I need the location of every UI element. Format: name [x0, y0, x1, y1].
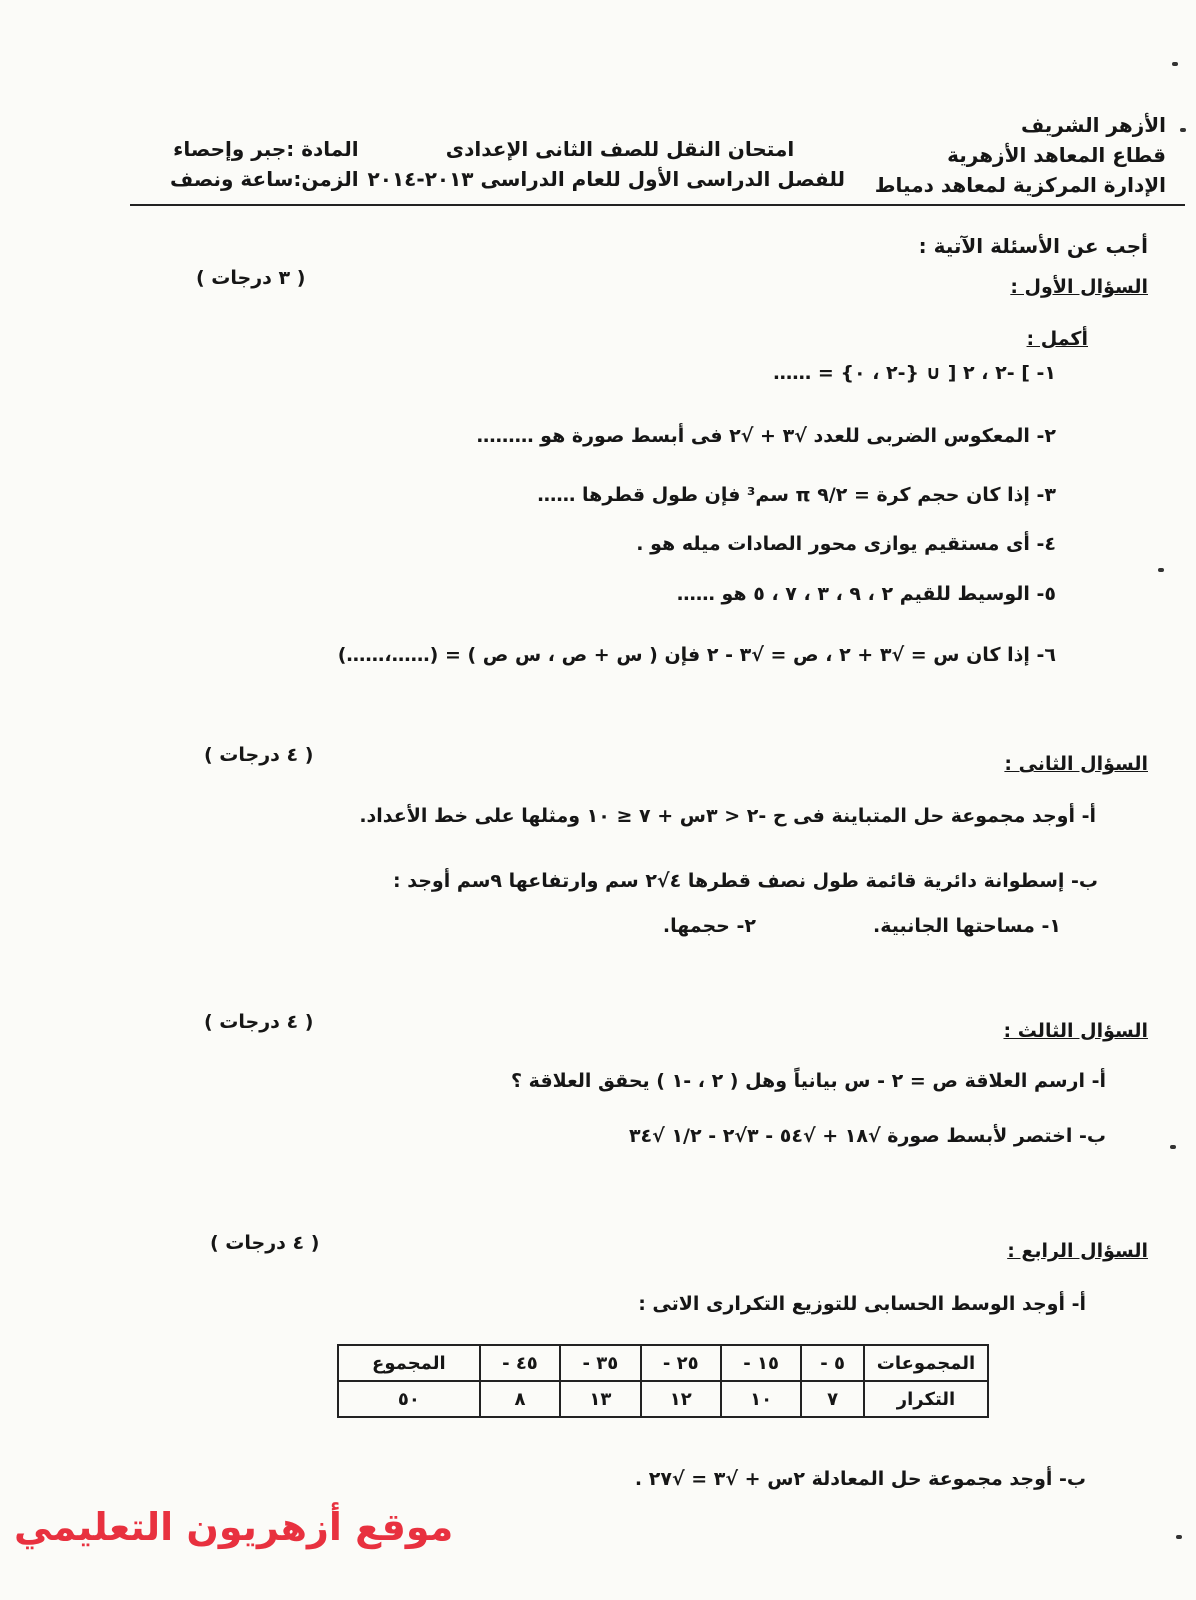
question-1-item-4: ٤- أى مستقيم يوازى محور الصادات ميله هو . — [636, 533, 1056, 555]
question-4-marks: ( ٤ درجات ) — [210, 1232, 320, 1254]
scan-speck — [1176, 1535, 1182, 1539]
question-3-item-a: أ- ارسم العلاقة ص = ٢ - س بيانياً وهل ( ٢ ، -١ ) يحقق العلاقة ؟ — [511, 1070, 1106, 1092]
table-cell: ٥٠ — [338, 1381, 480, 1417]
question-2-item-b1: ١- مساحتها الجانبية. — [873, 915, 1061, 937]
question-2-item-b: ب- إسطوانة دائرية قائمة طول نصف قطرها ٤√٢ سم وارتفاعها ٩سم أوجد : — [393, 870, 1098, 892]
header-line: قطاع المعاهد الأزهرية — [947, 143, 1166, 167]
table-cell: ٧ — [801, 1381, 864, 1417]
header-institution — [875, 110, 1166, 200]
question-4-item-a: أ- أوجد الوسط الحسابى للتوزيع التكرارى الاتى : — [638, 1293, 1086, 1315]
table-cell: ٤٥ - — [480, 1345, 560, 1381]
question-1-subtitle: أكمل : — [1026, 328, 1088, 350]
table-cell: ٢٥ - — [641, 1345, 721, 1381]
question-2-item-b2: ٢- حجمها. — [662, 915, 756, 937]
header-line: المادة :جبر وإحصاء — [173, 137, 359, 161]
header-line: للفصل الدراسى الأول للعام الدراسى ٢٠١٣-٢٠١٤ — [367, 167, 845, 191]
scan-speck — [1180, 128, 1186, 132]
question-2-title: السؤال الثانى : — [1004, 753, 1148, 775]
question-1-item-5: ٥- الوسيط للقيم ٢ ، ٩ ، ٣ ، ٧ ، ٥ هو …… — [676, 583, 1056, 605]
question-1-marks: ( ٣ درجات ) — [196, 267, 306, 289]
question-1-item-2: ٢- المعكوس الضربى للعدد √٣ + √٢ فى أبسط صورة هو ……… — [476, 425, 1056, 447]
question-1-item-6: ٦- إذا كان س = √٣ + ٢ ، ص = √٣ - ٢ فإن ( س + ص ، س ص ) = (……،……) — [337, 644, 1056, 666]
question-3-title: السؤال الثالث : — [1003, 1020, 1148, 1042]
question-4-title: السؤال الرابع : — [1007, 1240, 1148, 1262]
question-1-item-3: ٣- إذا كان حجم كرة = ٩/٢ π سم³ فإن طول قطرها …… — [537, 484, 1056, 506]
website-watermark: موقع أزهريون التعليمي — [14, 1505, 454, 1549]
scan-speck — [1172, 62, 1178, 66]
header-line: الأزهر الشريف — [1020, 113, 1166, 137]
scan-speck — [1170, 1145, 1176, 1149]
table-row — [338, 1381, 988, 1417]
scan-speck — [1158, 568, 1164, 572]
header-subject — [170, 134, 359, 194]
header-line: الإدارة المركزية لمعاهد دمياط — [874, 173, 1166, 197]
table-row — [338, 1345, 988, 1381]
instructions: أجب عن الأسئلة الآتية : — [918, 234, 1148, 258]
table-cell: ٥ - — [801, 1345, 864, 1381]
header-divider — [130, 204, 1185, 206]
question-3-marks: ( ٤ درجات ) — [204, 1011, 314, 1033]
header-line: امتحان النقل للصف الثانى الإعدادى — [445, 137, 795, 161]
question-2-item-a: أ- أوجد مجموعة حل المتباينة فى ح -٢ < ٣س + ٧ ≤ ١٠ ومثلها على خط الأعداد. — [359, 805, 1096, 827]
table-cell: المجموع — [338, 1345, 480, 1381]
table-cell: ١٠ — [721, 1381, 801, 1417]
question-1-item-1: ١- ] -٢ ، ٢ [ ∪ {-٢ ، ٠} = …… — [773, 362, 1056, 384]
question-4-item-b: ب- أوجد مجموعة حل المعادلة ٢س + √٣ = √٢٧ . — [634, 1468, 1086, 1490]
table-cell: ١٣ — [560, 1381, 640, 1417]
frequency-table — [337, 1344, 989, 1418]
table-cell: ١٢ — [641, 1381, 721, 1417]
header-exam-title — [367, 134, 845, 194]
question-3-item-b: ب- اختصر لأبسط صورة √١٨ + √٥٤ - ٣√٢ - ١/٢ √٣٤ — [628, 1125, 1106, 1147]
table-cell: ٣٥ - — [560, 1345, 640, 1381]
question-2-marks: ( ٤ درجات ) — [204, 744, 314, 766]
question-1-title: السؤال الأول : — [1010, 276, 1148, 298]
header-line: الزمن:ساعة ونصف — [170, 167, 359, 191]
table-header-cell: التكرار — [864, 1381, 988, 1417]
table-cell: ٨ — [480, 1381, 560, 1417]
table-header-cell: المجموعات — [864, 1345, 988, 1381]
table-cell: ١٥ - — [721, 1345, 801, 1381]
